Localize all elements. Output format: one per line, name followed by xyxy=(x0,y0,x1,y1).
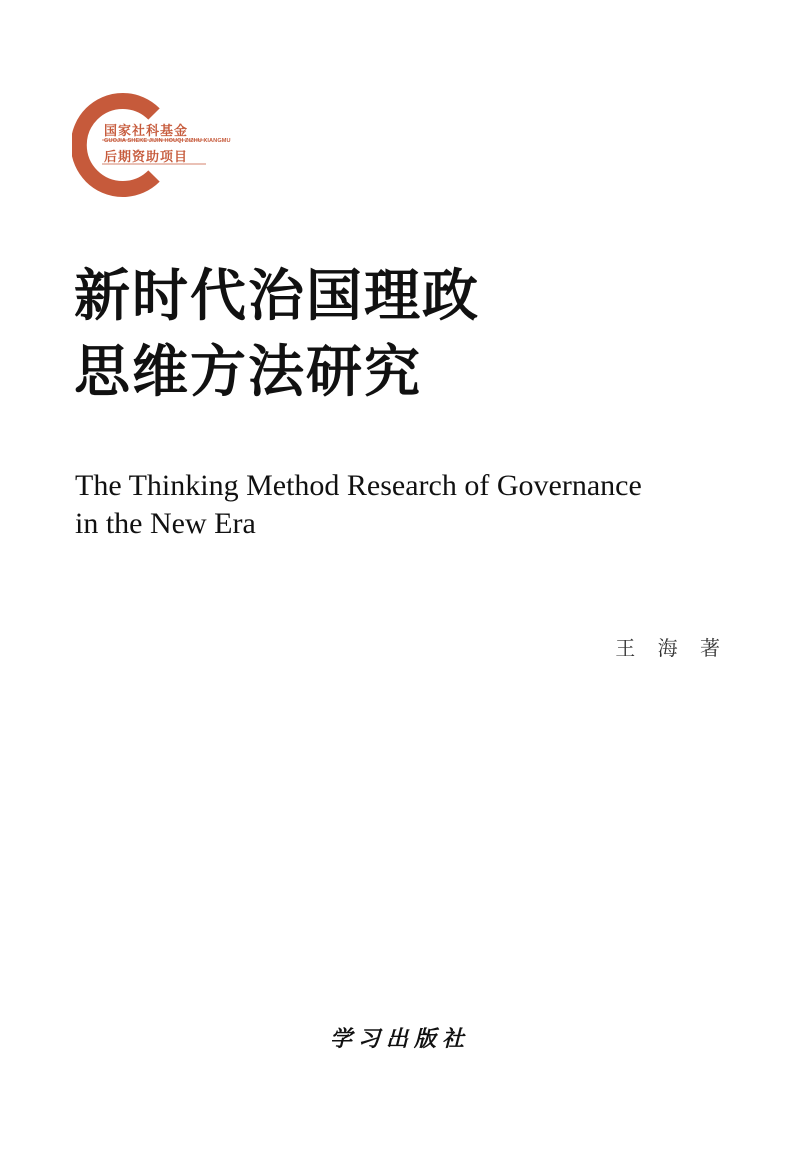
logo-text-line1: 国家社科基金 xyxy=(104,124,189,139)
logo-pinyin: GUOJIA SHEKE JIJIN HOUQI ZIZHU XIANGMU xyxy=(104,138,231,144)
logo-text-line2: 后期资助项目 xyxy=(104,150,189,165)
english-title xyxy=(75,467,642,543)
publisher-name: 学习出版社 xyxy=(329,1026,470,1052)
chinese-title-line2: 思维方法研究 xyxy=(74,339,422,405)
english-title-line1: The Thinking Method Research of Governance xyxy=(75,469,642,502)
author-name: 王 海 著 xyxy=(615,636,728,660)
fund-logo xyxy=(72,92,231,202)
english-title-line2: in the New Era xyxy=(75,507,256,540)
chinese-title xyxy=(74,258,480,410)
chinese-title-line1: 新时代治国理政 xyxy=(74,263,480,329)
